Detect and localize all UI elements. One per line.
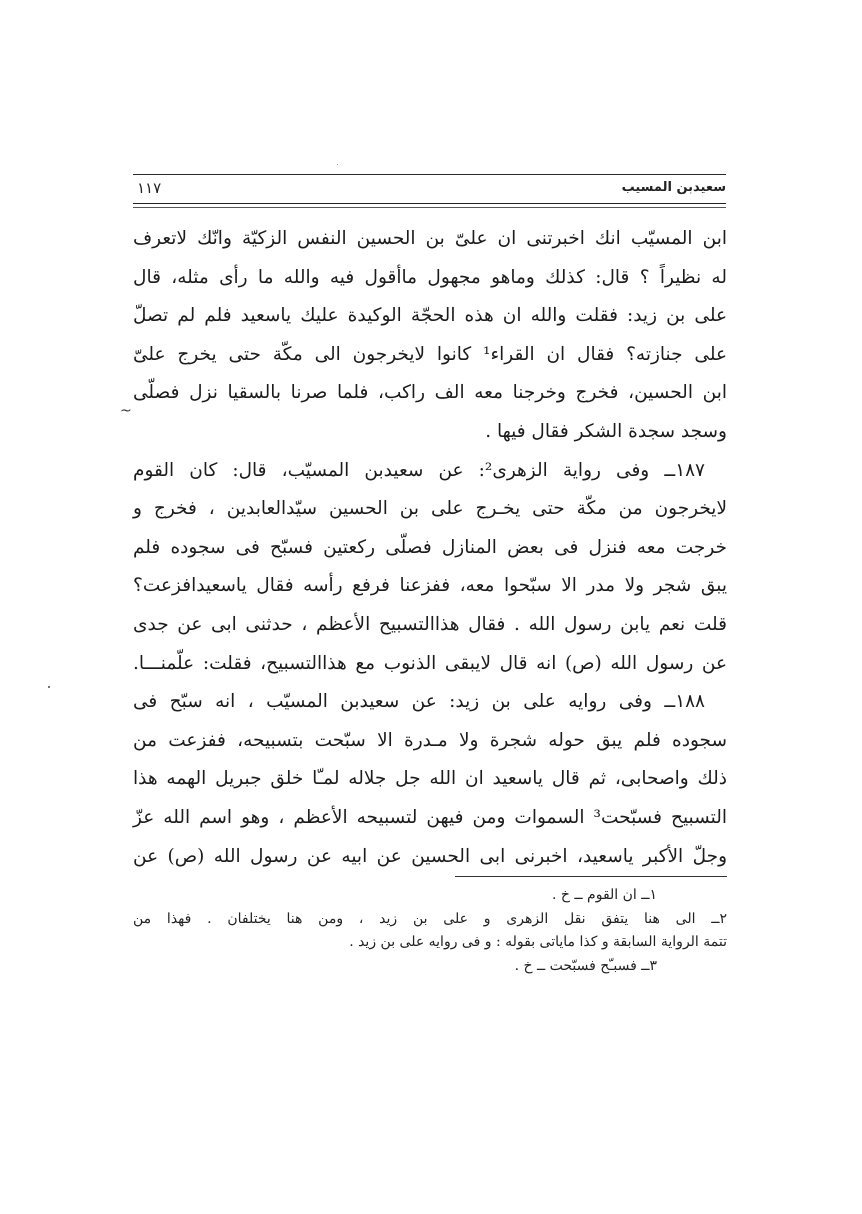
- text-line: عن رسول الله (ص) انه قال لايبقى الذنوب مع هذاالتسبيح، فقلت: علّمنـــا.: [133, 652, 727, 674]
- scan-speck: [337, 164, 338, 165]
- footnote-2-continued: تتمة الرواية السابقة و كذا ماياتى بقوله : و فى روايه على بن زيد .: [349, 934, 727, 950]
- line-continuation-mark: ~: [120, 403, 132, 419]
- text-line: ابن المسيّب انك اخبرتنى ان علىّ بن الحسين النفس الزكيّة وانّك لاتعرف: [133, 228, 727, 249]
- footnote-2: ٢ــ الى هنا يتفق نقل الزهرى و على بن زيد ، ومن هنا يختلفان . فهذا من: [133, 910, 727, 927]
- text-line: لايخرجون من مكّة حتى يخـرج على بن الحسين سيّدالعابدين ، فخرج و: [133, 498, 727, 520]
- page-header: [133, 178, 726, 202]
- margin-speck: [48, 686, 50, 688]
- footnotes: [133, 884, 727, 978]
- text-line: ابن الحسين، فخرج وخرجنا معه الف راكب، فلما صرنا بالسقيا نزل فصلّى: [133, 382, 727, 404]
- text-line: قلت نعم يابن رسول الله . فقال هذاالتسبيح الأعظم ، حدثنى ابى عن جدى: [133, 613, 727, 635]
- text-line: وجلّ الأكبر ياسعيد، اخبرنى ابى الحسين عن ابيه عن رسول الله (ص) عن: [133, 845, 727, 867]
- header-rule: [133, 203, 726, 204]
- top-rule: [133, 174, 726, 175]
- running-title: سعيدبن المسيب: [621, 180, 726, 195]
- main-text: [133, 220, 727, 876]
- page-number: ١١٧: [137, 179, 162, 197]
- text-line: له نظيراً ؟ قال: كذلك وماهو مجهول ماأقول فيه والله ما رأى مثله، قال: [133, 266, 727, 288]
- text-line: خرجت معه فنزل فى بعض المنازل فصلّى ركعتين فسبّح فى سجوده فلم: [133, 536, 727, 558]
- footnote-1: ١ــ ان القوم ــ خ .: [552, 887, 657, 903]
- text-line: التسبيح فسبّحت³ السموات ومن فيهن لتسبيحه الأعظم ، وهو اسم الله عزّ: [133, 806, 728, 828]
- footnote-3: ٣ــ فسبـّح فسبّحت ــ خ .: [514, 957, 657, 974]
- paragraph-188-start: ١٨٨ــ وفى روايه على بن زيد: عن سعيدبن المسيّب ، انه سبّح فى: [133, 691, 705, 713]
- text-line: سجوده فلم يبق حوله شجرة ولا مـدرة الا سبّحت بتسبيحه، ففزعت من: [133, 729, 727, 751]
- text-line: يبق شجر ولا مدر الا سبّحوا معه، ففزعنا فرفع رأسه فقال ياسعيدافزعت؟: [133, 575, 727, 597]
- header-rule-thin: [133, 207, 726, 208]
- text-line: وسجد سجدة الشكر فقال فيها .: [485, 420, 727, 442]
- text-line: على جنازته؟ فقال ان القراء¹ كانوا لايخرجون الى مكّة حتى يخرج علىّ: [133, 343, 727, 365]
- footnote-separator: [455, 876, 727, 877]
- paragraph-187-start: ١٨٧ــ وفى رواية الزهرى²: عن سعيدبن المسيّب، قال: كان القوم: [133, 459, 705, 481]
- text-line: على بن زيد: فقلت والله ان هذه الحجّة الوكيدة عليك ياسعيد فلم لم تصلّ: [133, 305, 727, 327]
- text-line: ذلك واصحابى، ثم قال ياسعيد ان الله جل جلاله لمـّا خلق جبريل الهمه هذا: [133, 768, 727, 790]
